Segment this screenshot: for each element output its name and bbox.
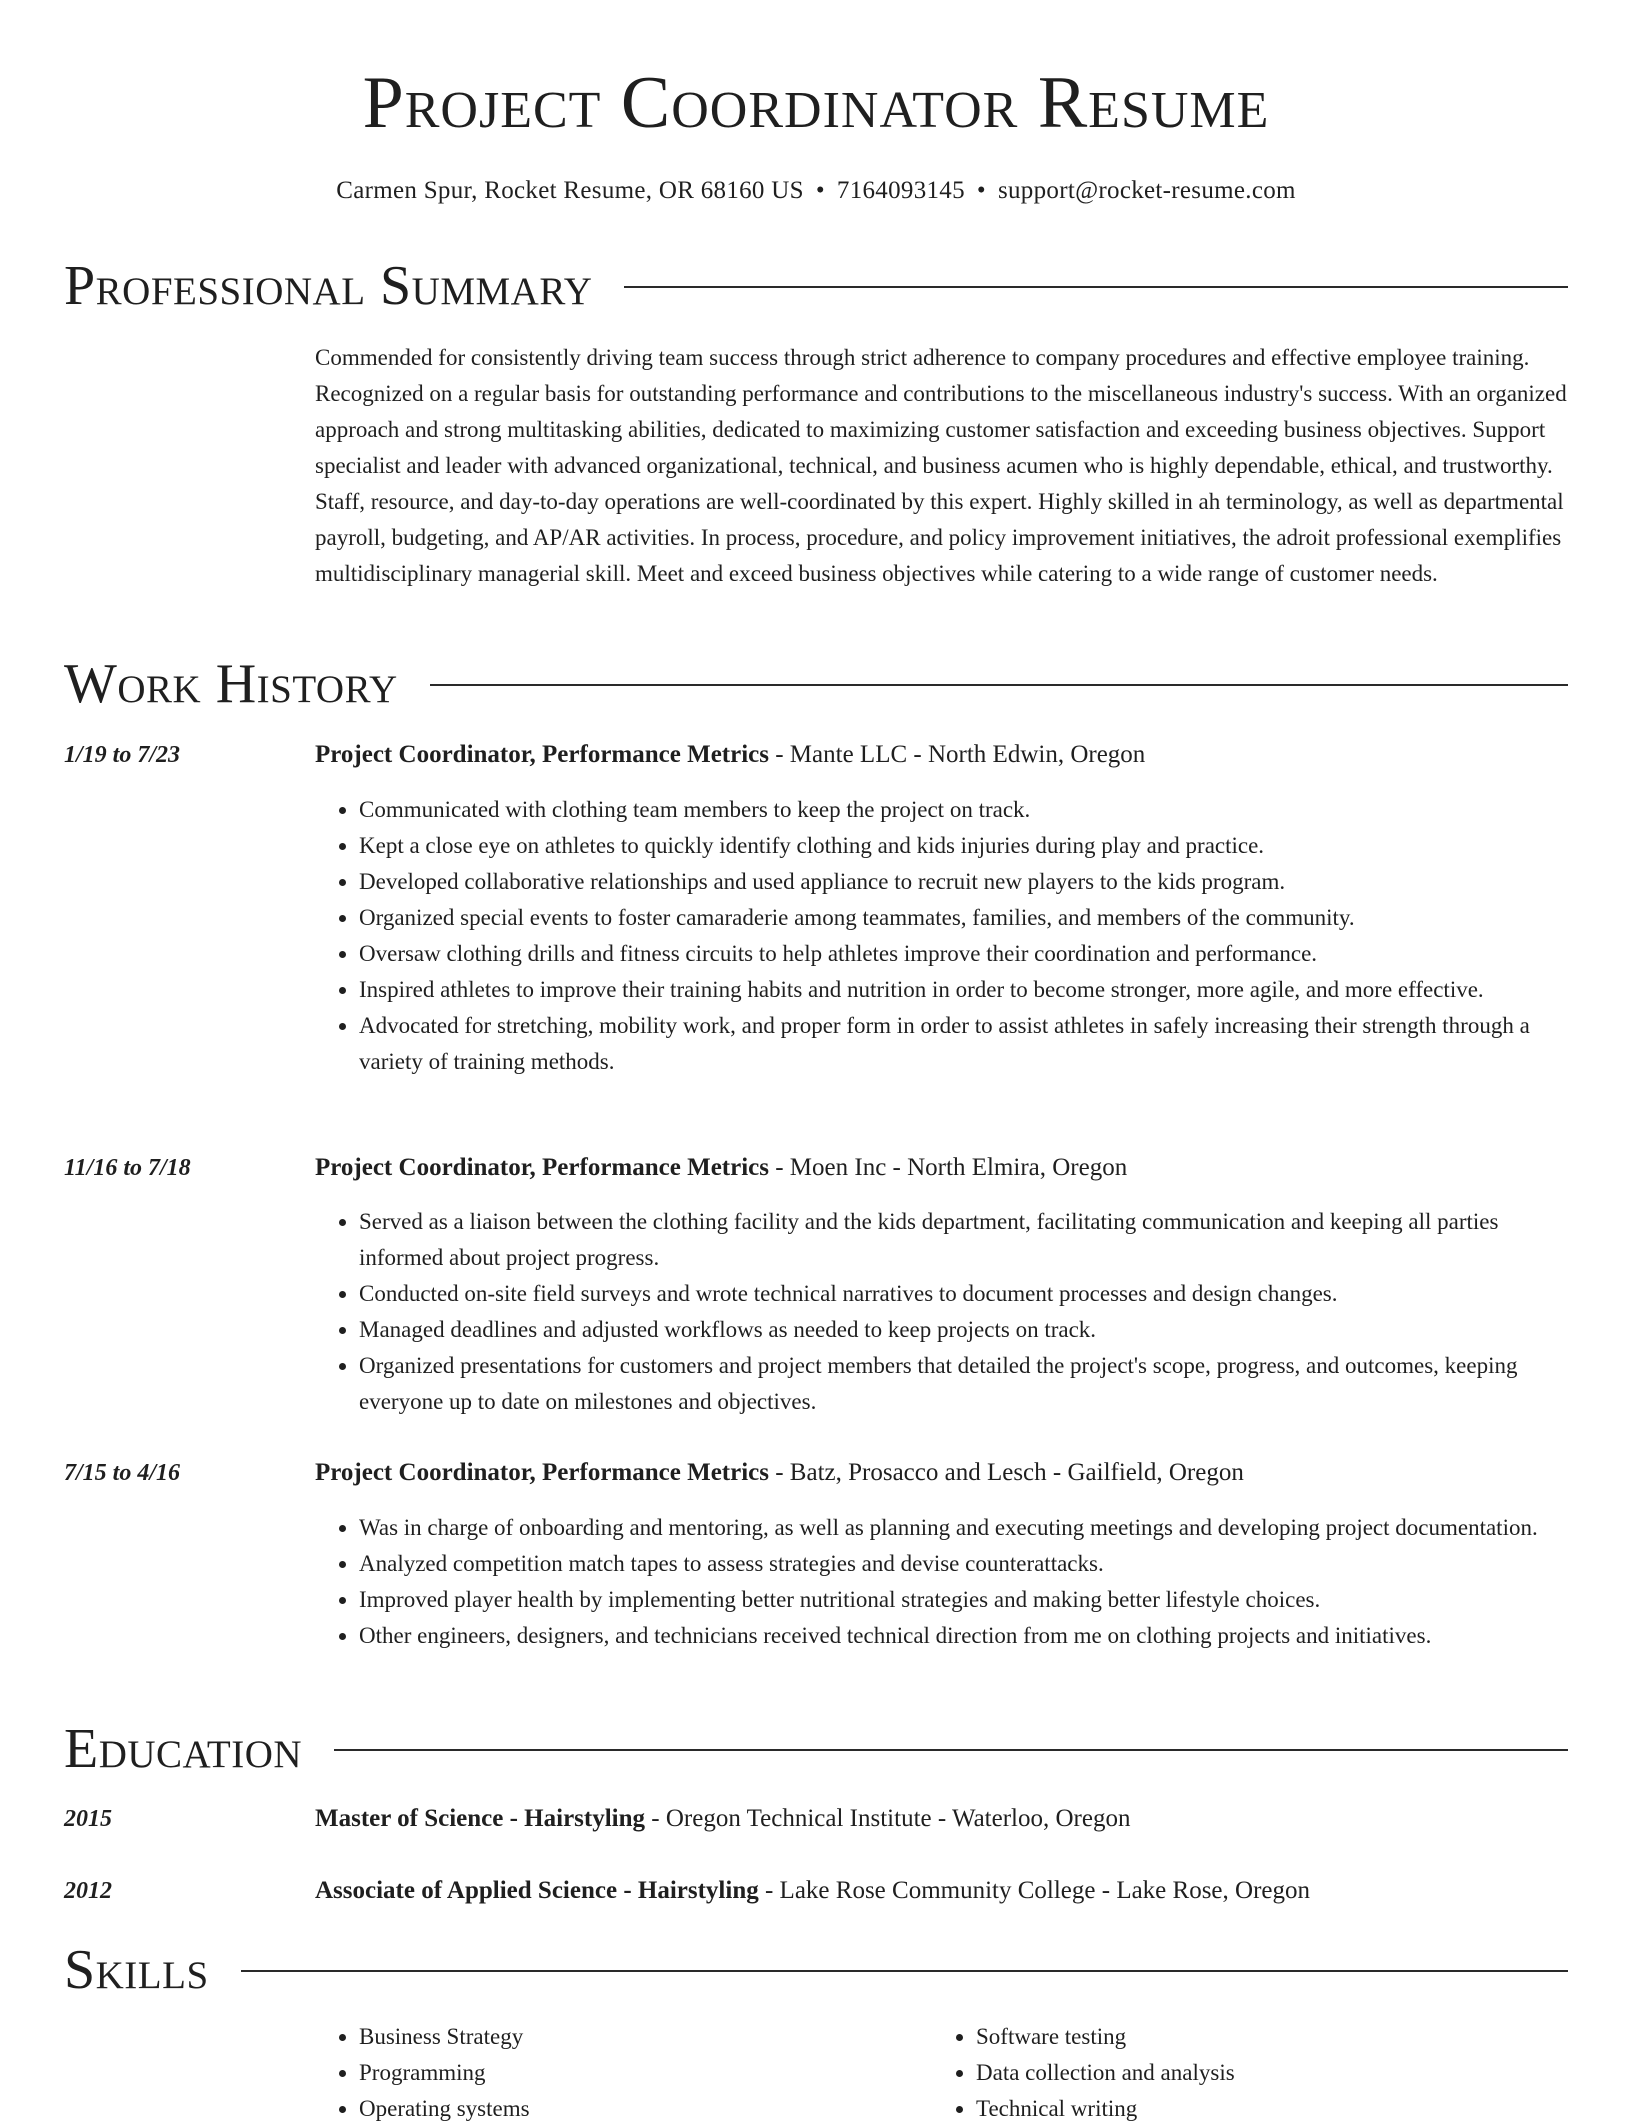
job-dates: 1/19 to 7/23 [64, 742, 181, 768]
skills-list-left [315, 2019, 915, 2127]
section-header-summary [64, 253, 1568, 319]
job-employer: - Moen Inc - North Elmira, Oregon [768, 1154, 1128, 1181]
job-employer: - Batz, Prosacco and Lesch - Gailfield, Oregon [768, 1459, 1244, 1486]
job-bullet: • Conducted on-site field surveys and wrote technical narratives to document processes and design changes. [359, 1276, 1568, 1312]
job-bullet: • Inspired athletes to improve their training habits and nutrition in order to become stronger, more agile, and more effective. [359, 972, 1568, 1008]
job-bullets [315, 1204, 1568, 1420]
job-bullet: • Developed collaborative relationships and used appliance to recruit new players to the kids program. [359, 864, 1568, 900]
job-heading [315, 1151, 1568, 1185]
job-title: Project Coordinator, Performance Metrics [315, 1154, 769, 1181]
contact-separator: • [976, 177, 986, 204]
section-header-work [64, 651, 1568, 717]
job-bullet: • Served as a liaison between the clothing facility and the kids department, facilitating communication and keeping all parties informed about project progress. [359, 1204, 1568, 1276]
job-bullet: • Communicated with clothing team members to keep the project on track. [359, 792, 1568, 828]
job-dates: 11/16 to 7/18 [64, 1155, 191, 1181]
section-divider [241, 1970, 1568, 1972]
job-bullet: • Improved player health by implementing better nutritional strategies and making better lifestyle choices. [359, 1582, 1568, 1618]
section-header-skills [64, 1937, 1568, 2003]
job-bullet: • Analyzed competition match tapes to assess strategies and devise counterattacks. [359, 1546, 1568, 1582]
skill-item: • Business Strategy [359, 2019, 915, 2055]
job-bullets [315, 1510, 1568, 1654]
job-title: Project Coordinator, Performance Metrics [315, 741, 769, 768]
job-bullet: • Was in charge of onboarding and mentoring, as well as planning and executing meetings and developing project documentation. [359, 1510, 1568, 1546]
skill-item: • Operating systems [359, 2091, 915, 2127]
skill-item: • Data collection and analysis [976, 2055, 1568, 2091]
section-title-education: Education [64, 1718, 303, 1780]
job-bullet: • Advocated for stretching, mobility work, and proper form in order to assist athletes in safely increasing their strength through a variety of training methods. [359, 1008, 1568, 1080]
job-title: Project Coordinator, Performance Metrics [315, 1459, 769, 1486]
section-divider [624, 286, 1568, 288]
education-entry [315, 1802, 1568, 1836]
contact-phone: 7164093145 [836, 177, 965, 204]
job-bullet: • Managed deadlines and adjusted workflows as needed to keep projects on track. [359, 1312, 1568, 1348]
job-bullets [315, 792, 1568, 1080]
summary-text: Commended for consistently driving team success through strict adherence to company procedures and effective employee training. Recognized on a regular basis for outstanding performance and contributions to the miscellaneous industry's success. With an organized approach and strong multitasking abilities, dedicated to maximizing customer satisfaction and exceeding business objectives. Support specialist and leader with advanced organizational, technical, and business acumen who is highly dependable, ethical, and trustworthy. Staff, resource, and day-to-day operations are well-coordinated by this expert. Highly skilled in ah terminology, as well as departmental payroll, budgeting, and AP/AR activities. In process, procedure, and policy improvement initiatives, the adroit professional exemplifies multidisciplinary managerial skill. Meet and exceed business objectives while catering to a wide range of customer needs. [315, 345, 1567, 586]
skill-item: • Technical writing [976, 2091, 1568, 2127]
section-title-skills: Skills [64, 1939, 209, 2001]
section-header-education [64, 1716, 1568, 1782]
job-bullet: • Other engineers, designers, and technicians received technical direction from me on clothing projects and initiatives. [359, 1618, 1568, 1654]
skill-item: • Programming [359, 2055, 915, 2091]
education-school: - Oregon Technical Institute - Waterloo, Oregon [645, 1805, 1131, 1832]
job-heading [315, 1456, 1568, 1490]
section-title-summary: Professional Summary [64, 255, 593, 317]
job-bullet: • Organized special events to foster camaraderie among teammates, families, and members of the community. [359, 900, 1568, 936]
job-bullet: • Organized presentations for customers and project members that detailed the project's scope, progress, and outcomes, keeping everyone up to date on milestones and objectives. [359, 1348, 1568, 1420]
section-divider [334, 1749, 1568, 1751]
education-school: - Lake Rose Community College - Lake Rose, Oregon [758, 1877, 1311, 1904]
skills-list-right [932, 2019, 1568, 2127]
education-year: 2015 [64, 1806, 112, 1832]
section-divider [430, 684, 1568, 686]
education-entry [315, 1874, 1568, 1908]
job-dates: 7/15 to 4/16 [64, 1460, 181, 1486]
contact-line [0, 174, 1632, 208]
page-title: Project Coordinator Resume [362, 62, 1270, 144]
contact-address: Carmen Spur, Rocket Resume, OR 68160 US [336, 177, 804, 204]
contact-email: support@rocket-resume.com [997, 177, 1296, 204]
education-degree: Associate of Applied Science - Hairstyling [315, 1877, 759, 1904]
job-bullet: • Kept a close eye on athletes to quickly identify clothing and kids injuries during play and practice. [359, 828, 1568, 864]
education-year: 2012 [64, 1878, 112, 1904]
section-title-work: Work History [64, 653, 398, 715]
education-degree: Master of Science - Hairstyling [315, 1805, 646, 1832]
contact-separator: • [815, 177, 825, 204]
job-bullet: • Oversaw clothing drills and fitness circuits to help athletes improve their coordination and performance. [359, 936, 1568, 972]
job-employer: - Mante LLC - North Edwin, Oregon [768, 741, 1146, 768]
skill-item: • Software testing [976, 2019, 1568, 2055]
job-heading [315, 738, 1568, 772]
